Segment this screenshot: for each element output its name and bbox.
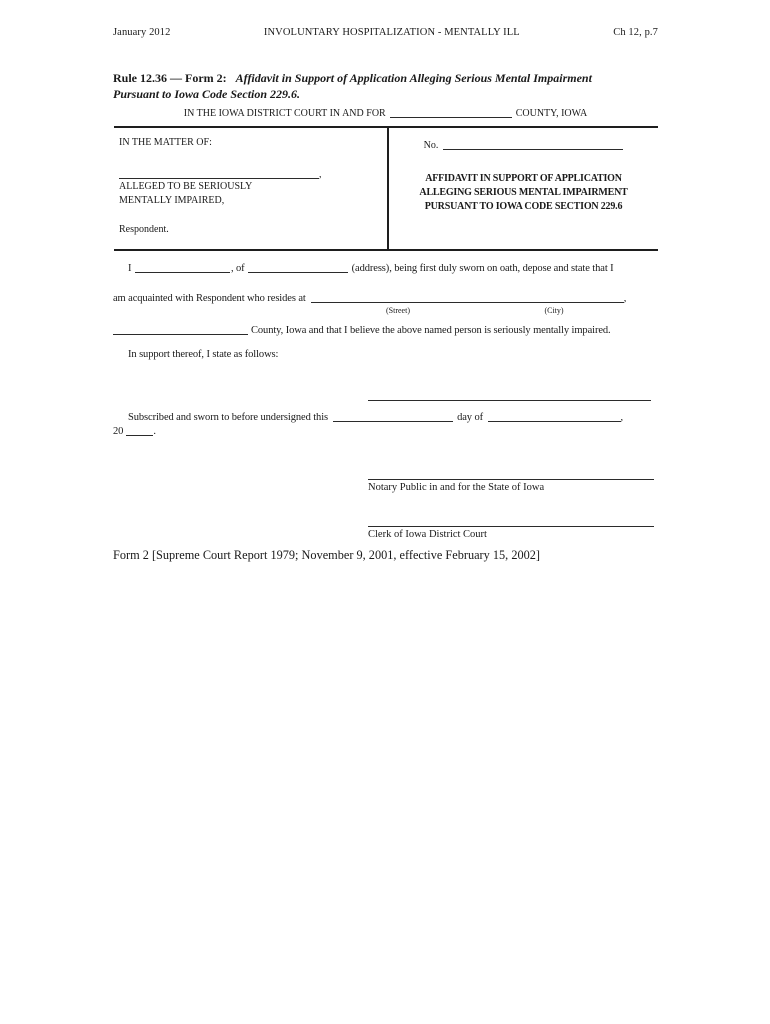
matter-of-label: IN THE MATTER OF: (119, 137, 212, 148)
support-statement: In support thereof, I state as follows: (128, 349, 279, 360)
case-number-blank (443, 139, 623, 150)
body-line3-post: County, Iowa and that I believe the above named person is seriously mentally impaired. (251, 325, 611, 336)
court-heading (113, 107, 658, 119)
header-page-ref: Ch 12, p.7 (613, 27, 658, 38)
jurat-comma: , (620, 412, 624, 423)
court-prefix: IN THE IOWA DISTRICT COURT IN AND FOR (183, 108, 386, 119)
header-title: INVOLUNTARY HOSPITALIZATION - MENTALLY ILL (263, 27, 520, 38)
respondent-label: Respondent. (119, 224, 169, 235)
jurat-period: . (153, 426, 156, 437)
court-suffix: COUNTY, IOWA (515, 108, 588, 119)
month-blank (488, 411, 621, 422)
caption-left-cell (114, 128, 387, 249)
alleged-line-2: MENTALLY IMPAIRED, (119, 194, 225, 206)
residence-blank (311, 292, 624, 303)
body-line2-pre: am acquainted with Respondent who resides at (113, 293, 306, 304)
jurat-line-2 (113, 425, 156, 437)
body-line1-post: (address), being first duly sworn on oath, depose and state that I (351, 263, 614, 274)
year-blank (126, 425, 153, 436)
jurat-line-1 (113, 411, 623, 423)
body-line1-mid: , of (230, 263, 245, 274)
rule-heading (113, 70, 661, 102)
body-line1-pre: I (128, 263, 132, 274)
notary-signature-line (368, 479, 654, 480)
rule-heading-line1 (113, 70, 661, 86)
page-header (113, 27, 658, 38)
body-line2-comma: , (623, 293, 627, 304)
caption-box (114, 126, 658, 251)
day-blank (333, 411, 453, 422)
case-number-row (389, 139, 658, 151)
jurat-pre: Subscribed and sworn to before undersigned this (128, 412, 329, 423)
clerk-signature-line (368, 526, 654, 527)
respondent-name-blank (119, 168, 319, 179)
alleged-line-1: ALLEGED TO BE SERIOUSLY (119, 181, 253, 192)
street-label: (Street) (386, 306, 410, 315)
jurat-year-prefix: 20 (113, 426, 124, 437)
footer-note: Form 2 [Supreme Court Report 1979; November 9, 2001, effective February 15, 2002] (113, 548, 541, 562)
notary-label: Notary Public in and for the State of Iowa (368, 482, 545, 493)
body-line-1 (113, 262, 614, 274)
affidavit-title-line-3: PURSUANT TO IOWA CODE SECTION 229.6 (424, 201, 623, 212)
affidavit-title-line-1: AFFIDAVIT IN SUPPORT OF APPLICATION (425, 173, 622, 184)
signature-block (368, 474, 654, 554)
clerk-label: Clerk of Iowa District Court (368, 529, 487, 540)
respondent-name-comma: , (319, 169, 322, 180)
city-label: (City) (544, 306, 564, 315)
case-number-label: No. (423, 140, 439, 151)
affiant-name-blank (135, 262, 230, 273)
rule-label: Rule 12.36 — Form 2: (113, 71, 227, 85)
caption-right-cell (387, 128, 658, 249)
body-line-3 (113, 324, 611, 336)
affiant-signature-line (368, 400, 651, 401)
affidavit-title (389, 172, 658, 214)
affiant-address-blank (248, 262, 348, 273)
county-name-blank (113, 324, 248, 335)
affidavit-title-line-2: ALLEGING SERIOUS MENTAL IMPAIRMENT (419, 187, 628, 198)
header-date: January 2012 (113, 27, 171, 38)
jurat-day-of: day of (457, 412, 484, 423)
respondent-name-row (119, 168, 377, 180)
rule-title-line2: Pursuant to Iowa Code Section 229.6. (113, 87, 301, 101)
county-blank (390, 107, 512, 118)
rule-title-line1: Affidavit in Support of Application Alleging Serious Mental Impairment (235, 71, 592, 85)
body-line-2 (113, 292, 626, 304)
